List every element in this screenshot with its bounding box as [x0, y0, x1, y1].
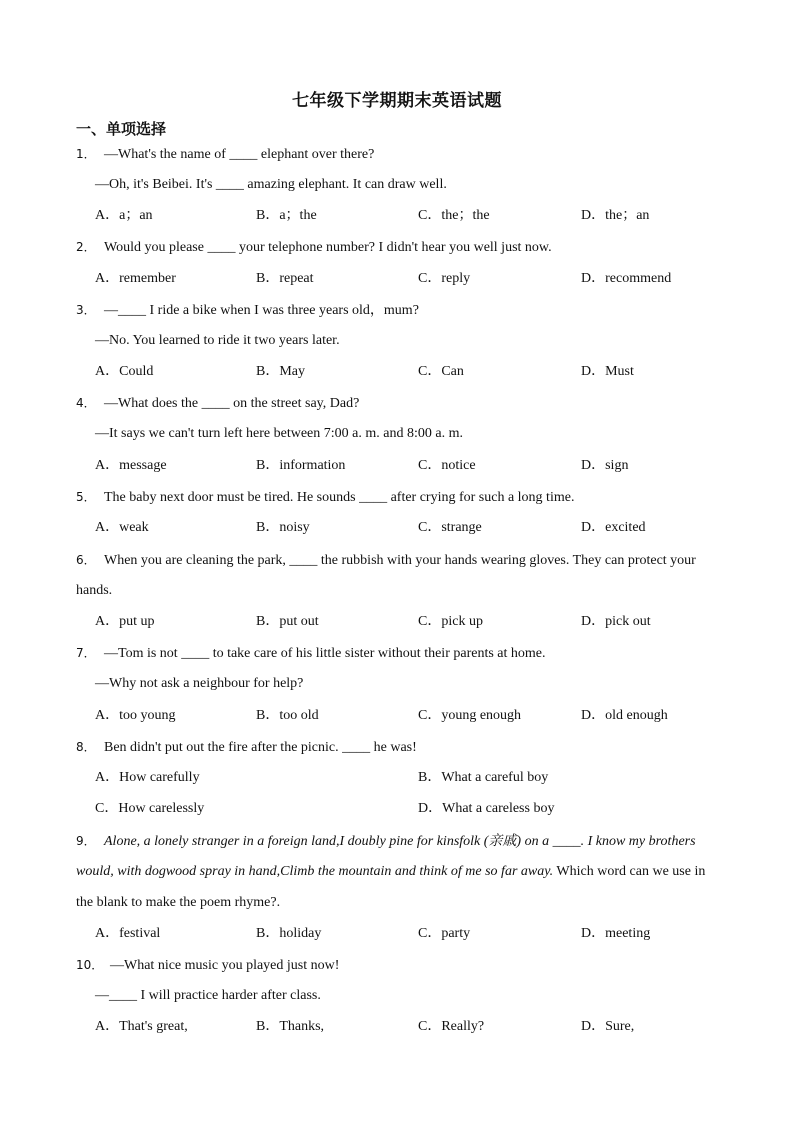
option-b[interactable]: B．repeat	[256, 271, 314, 286]
question-8	[76, 738, 417, 757]
question-stem-line: hands.	[76, 583, 113, 598]
question-stem-line	[76, 863, 705, 881]
option-c[interactable]: C．party	[418, 926, 471, 941]
question-stem: —What's the name of ____ elephant over there?	[104, 147, 375, 162]
question-number: 4．	[76, 396, 96, 410]
option-c[interactable]: C．pick up	[418, 614, 483, 629]
question-stem: Would you please ____ your telephone number? I didn't hear you well just now.	[104, 240, 552, 255]
question-1	[76, 145, 374, 164]
question-number: 3．	[76, 303, 96, 317]
option-b[interactable]: B．What a careful boy	[418, 770, 549, 785]
option-c[interactable]: C．How carelessly	[95, 801, 205, 816]
option-c[interactable]: C．strange	[418, 520, 482, 535]
option-d[interactable]: D．meeting	[581, 926, 651, 941]
question-3	[76, 301, 419, 320]
question-5	[76, 488, 574, 507]
question-number: 1．	[76, 147, 96, 161]
question-stem: —What nice music you played just now!	[110, 958, 340, 973]
question-number: 10．	[76, 958, 104, 972]
option-d[interactable]: D．the；an	[581, 208, 650, 223]
option-a[interactable]: A．festival	[95, 926, 161, 941]
question-stem-line: —It says we can't turn left here between 7:00 a. m. and 8:00 a. m.	[95, 426, 463, 441]
option-a[interactable]: A．message	[95, 458, 167, 473]
question-stem-line: —Oh, it's Beibei. It's ____ amazing elephant. It can draw well.	[95, 177, 447, 192]
question-stem-line: —Why not ask a neighbour for help?	[95, 676, 304, 691]
question-number: 9．	[76, 834, 96, 848]
question-number: 5．	[76, 490, 96, 504]
question-prompt: Which word can we use in	[553, 864, 706, 879]
option-b[interactable]: B．too old	[256, 708, 319, 723]
question-stem: —What does the ____ on the street say, Dad?	[104, 396, 360, 411]
option-a[interactable]: A．too young	[95, 708, 176, 723]
question-9	[76, 832, 696, 851]
option-d[interactable]: D．Sure,	[581, 1019, 635, 1034]
question-stem: Ben didn't put out the fire after the picnic. ____ he was!	[104, 740, 417, 755]
option-b[interactable]: B．put out	[256, 614, 319, 629]
option-d[interactable]: D．recommend	[581, 271, 672, 286]
poem-line: Alone, a lonely stranger in a foreign land,I doubly pine for kinsfolk (亲戚) on a ____. I know my brothers	[104, 834, 696, 849]
question-number: 7．	[76, 646, 96, 660]
question-2	[76, 238, 552, 257]
question-number: 6．	[76, 553, 96, 567]
option-b[interactable]: B．holiday	[256, 926, 322, 941]
option-d[interactable]: D．pick out	[581, 614, 651, 629]
option-c[interactable]: C．young enough	[418, 708, 522, 723]
question-stem: The baby next door must be tired. He sounds ____ after crying for such a long time.	[104, 490, 575, 505]
option-a[interactable]: A．That's great,	[95, 1019, 188, 1034]
poem-line: would, with dogwood spray in hand,Climb the mountain and think of me so far away.	[76, 864, 554, 879]
option-b[interactable]: B．May	[256, 364, 305, 379]
option-a[interactable]: A．a；an	[95, 208, 153, 223]
option-a[interactable]: A．Could	[95, 364, 154, 379]
question-4	[76, 394, 359, 413]
question-number: 2．	[76, 240, 96, 254]
option-b[interactable]: B．noisy	[256, 520, 310, 535]
option-b[interactable]: B．a；the	[256, 208, 317, 223]
question-stem: —Tom is not ____ to take care of his little sister without their parents at home.	[104, 646, 546, 661]
question-stem-line: the blank to make the poem rhyme?.	[76, 895, 281, 910]
option-d[interactable]: D．excited	[581, 520, 646, 535]
option-c[interactable]: C．the；the	[418, 208, 490, 223]
option-d[interactable]: D．old enough	[581, 708, 668, 723]
option-c[interactable]: C．reply	[418, 271, 471, 286]
page-title: 七年级下学期期末英语试题	[292, 91, 502, 111]
question-7	[76, 644, 546, 663]
option-c[interactable]: C．Really?	[418, 1019, 485, 1034]
option-a[interactable]: A．put up	[95, 614, 155, 629]
question-stem: —____ I ride a bike when I was three years old，mum?	[104, 303, 419, 318]
question-10	[76, 956, 339, 975]
option-a[interactable]: A．How carefully	[95, 770, 200, 785]
option-d[interactable]: D．sign	[581, 458, 629, 473]
question-stem-line: —____ I will practice harder after class.	[95, 988, 321, 1003]
option-b[interactable]: B．Thanks,	[256, 1019, 325, 1034]
option-c[interactable]: C．Can	[418, 364, 464, 379]
question-stem: When you are cleaning the park, ____ the rubbish with your hands wearing gloves. They can protect your	[104, 553, 696, 568]
option-d[interactable]: D．What a careless boy	[418, 801, 555, 816]
option-d[interactable]: D．Must	[581, 364, 634, 379]
option-a[interactable]: A．weak	[95, 520, 149, 535]
option-a[interactable]: A．remember	[95, 271, 176, 286]
question-stem-line: —No. You learned to ride it two years later.	[95, 333, 340, 348]
section-heading: 一、单项选择	[76, 120, 167, 138]
option-c[interactable]: C．notice	[418, 458, 476, 473]
question-6	[76, 551, 696, 570]
option-b[interactable]: B．information	[256, 458, 346, 473]
question-number: 8．	[76, 740, 96, 754]
